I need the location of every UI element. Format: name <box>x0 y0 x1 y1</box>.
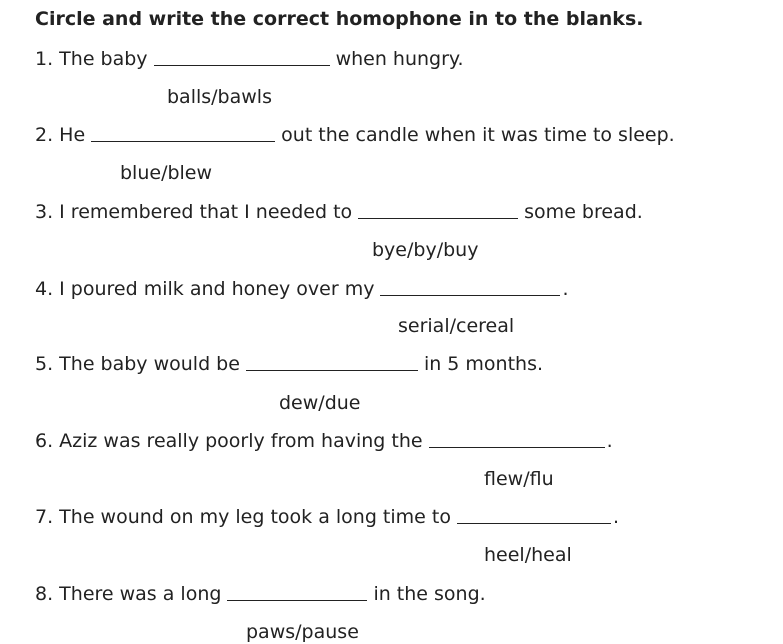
homophone-options[interactable]: blue/blew <box>120 162 213 184</box>
answer-blank[interactable] <box>380 294 560 296</box>
answer-blank[interactable] <box>246 369 418 371</box>
question-text-after: in 5 months. <box>423 353 544 375</box>
question-6 <box>35 430 613 452</box>
answer-blank[interactable] <box>227 599 367 601</box>
homophone-options[interactable]: flew/flu <box>484 468 554 490</box>
question-text-before: 6. Aziz was really poorly from having the <box>35 430 423 452</box>
worksheet-title: Circle and write the correct homophone in to the blanks. <box>35 8 644 30</box>
homophone-options[interactable]: serial/cereal <box>398 315 515 337</box>
question-8 <box>35 583 486 605</box>
answer-blank[interactable] <box>457 522 611 524</box>
homophone-options[interactable]: balls/bawls <box>167 86 272 108</box>
question-text-before: 1. The baby <box>35 48 148 70</box>
question-text-after: out the candle when it was time to sleep. <box>281 124 675 146</box>
question-text-after: . <box>606 430 613 452</box>
answer-blank[interactable] <box>91 140 275 142</box>
question-text-after: in the song. <box>373 583 486 605</box>
question-text-after: . <box>612 506 620 528</box>
question-4 <box>35 278 569 300</box>
question-1 <box>35 48 464 70</box>
answer-blank[interactable] <box>154 64 330 66</box>
question-text-before: 8. There was a long <box>35 583 222 605</box>
homophone-options[interactable]: bye/by/buy <box>372 239 479 261</box>
homophone-options[interactable]: paws/pause <box>246 621 359 643</box>
answer-blank[interactable] <box>429 446 605 448</box>
homophone-options[interactable]: dew/due <box>279 392 361 414</box>
question-text-before: 7. The wound on my leg took a long time to <box>35 506 451 528</box>
question-text-after: . <box>562 278 569 300</box>
question-text-before: 4. I poured milk and honey over my <box>35 278 375 300</box>
question-text-after: when hungry. <box>335 48 464 70</box>
homophone-options[interactable]: heel/heal <box>484 544 572 566</box>
question-2 <box>35 124 675 146</box>
question-text-before: 3. I remembered that I needed to <box>35 201 353 223</box>
answer-blank[interactable] <box>358 217 518 219</box>
question-text-before: 5. The baby would be <box>35 353 240 375</box>
question-text-after: some bread. <box>524 201 643 223</box>
question-5 <box>35 353 543 375</box>
question-3 <box>35 201 643 223</box>
question-7 <box>35 506 619 528</box>
question-text-before: 2. He <box>35 124 86 146</box>
